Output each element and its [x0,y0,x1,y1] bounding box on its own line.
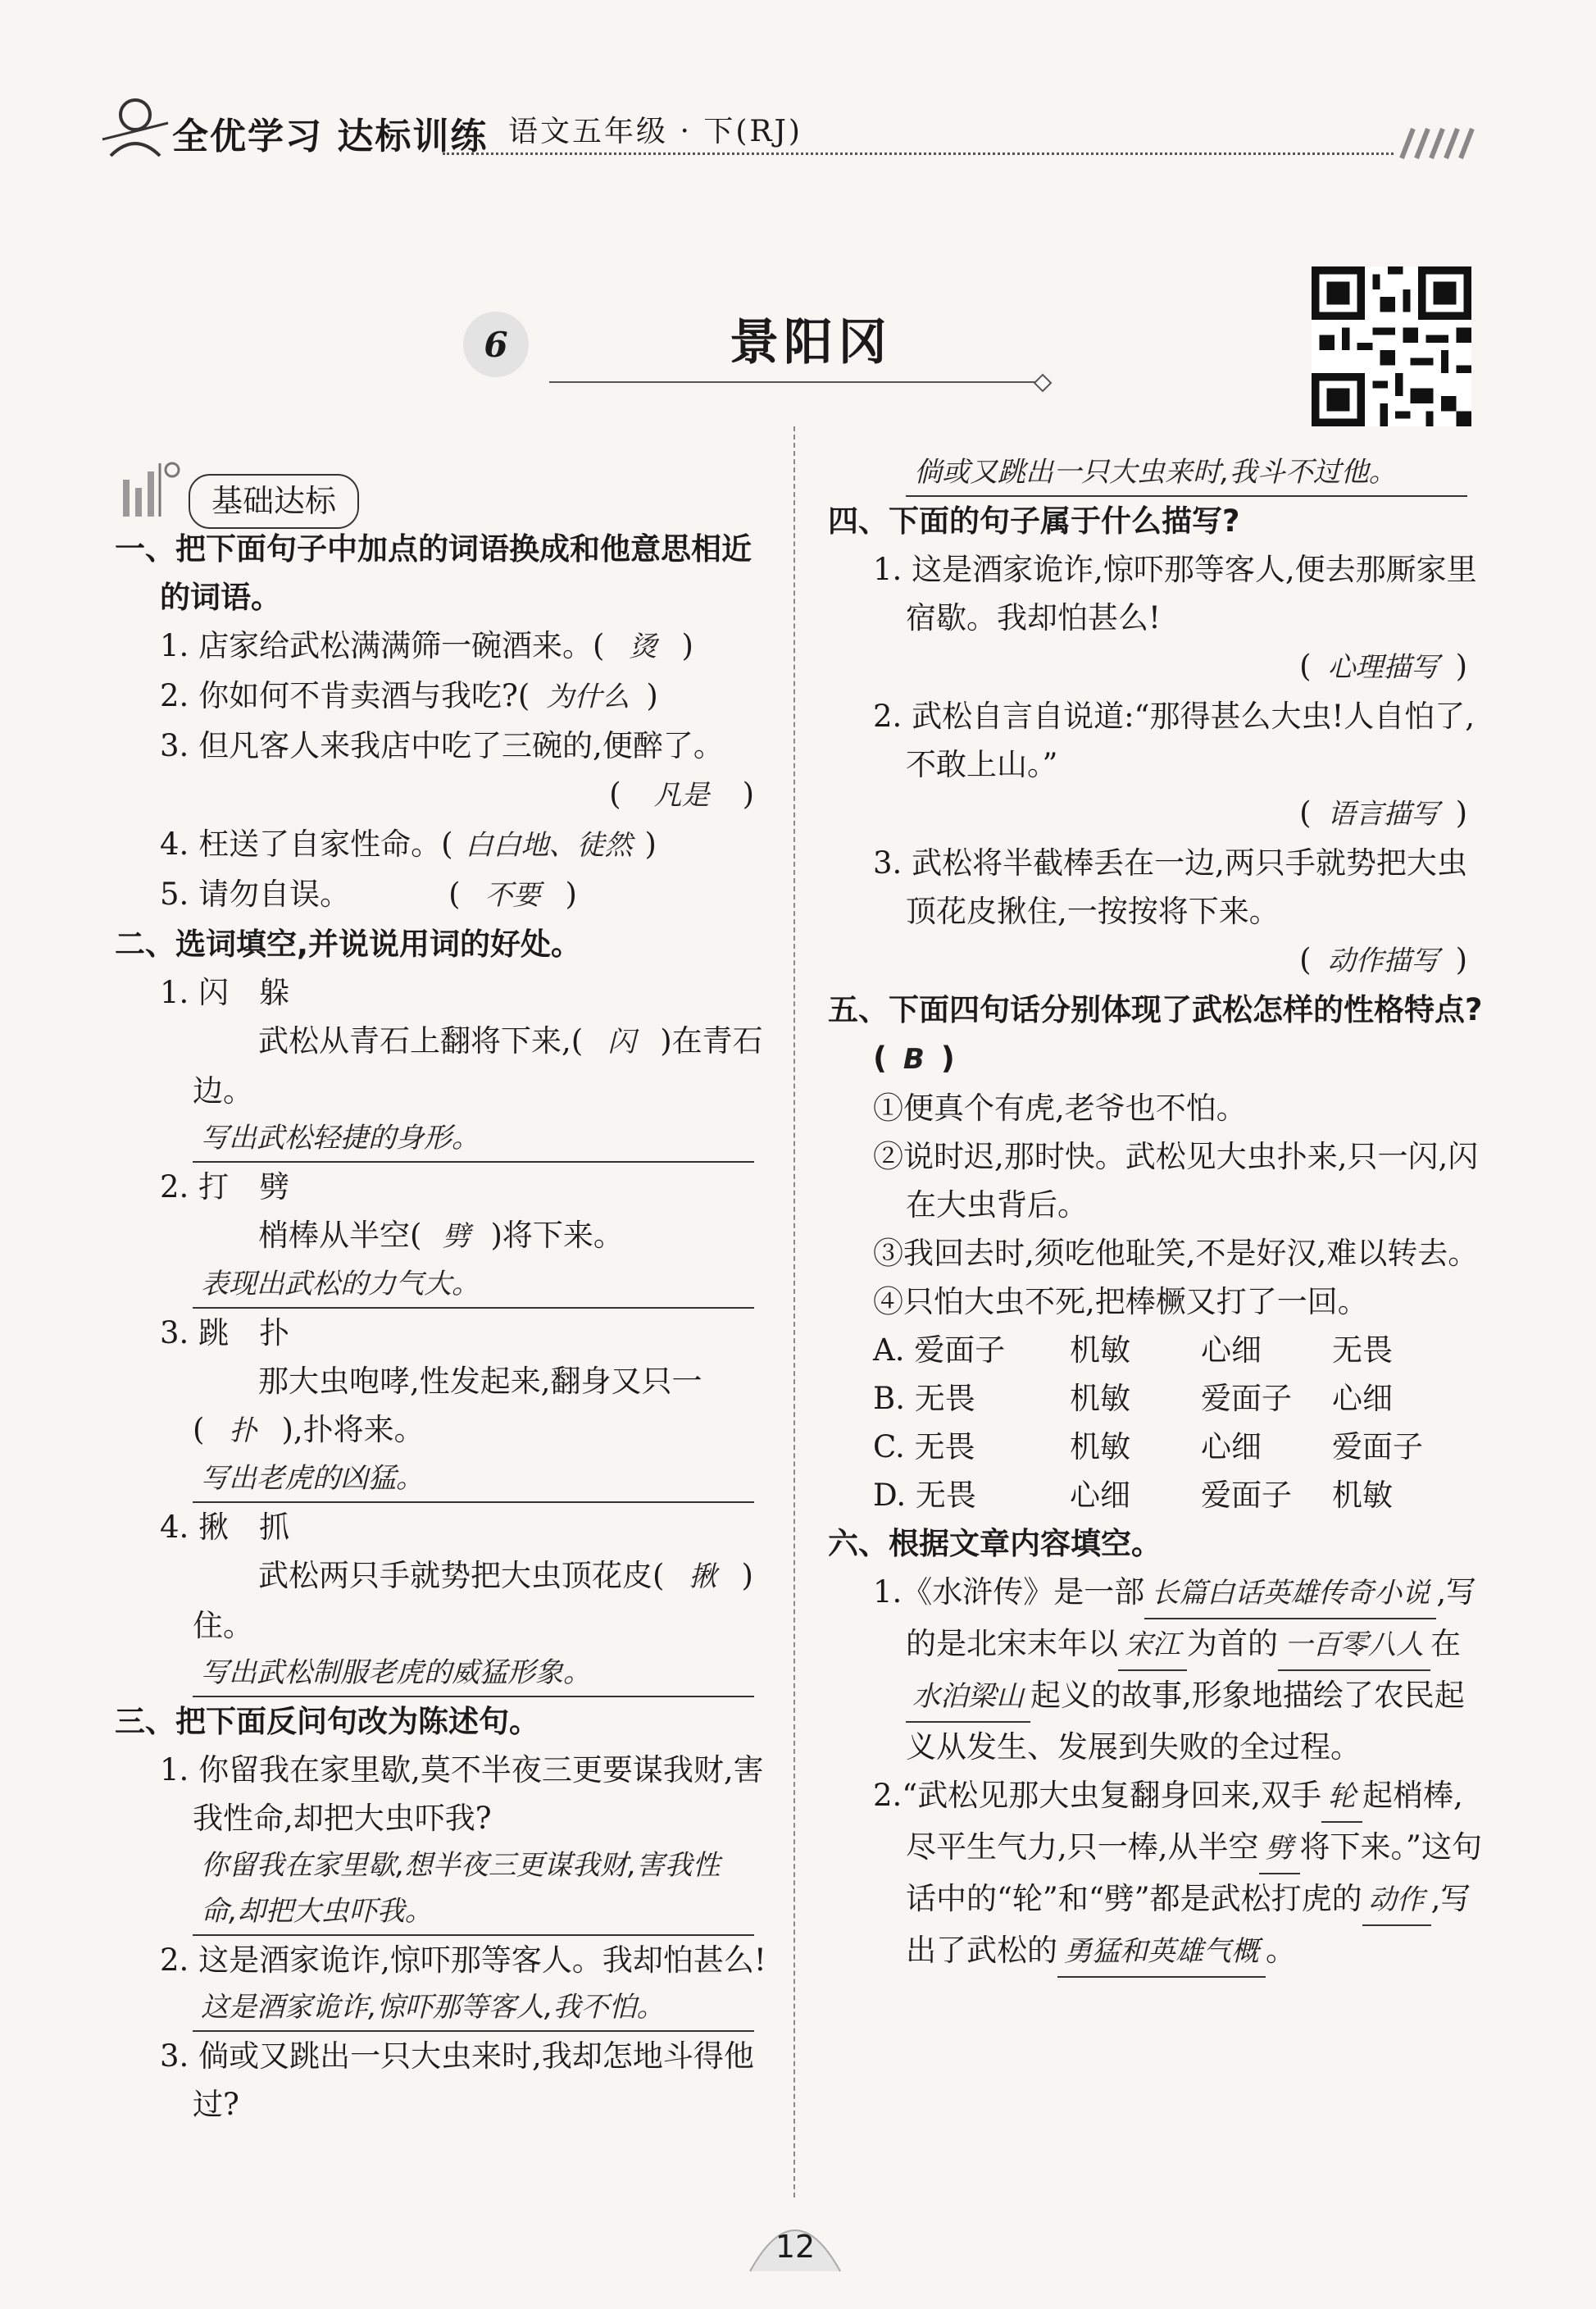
q1-answer: ( 凡是 ) [609,776,754,812]
q1-item: 5. 请勿自误。 ( 不要 ) [160,877,577,912]
q2-words: 4. 揪 抓 [160,1510,290,1545]
q5-sentence: ②说时迟,那时快。武松见大虫扑来,只一闪,闪在大虫背后。 [873,1139,1479,1223]
column-divider [793,426,795,2197]
q2-reason: 写出武松制服老虎的威猛形象。 [193,1650,754,1697]
q3-answer: 这是酒家诡诈,惊吓那等客人,我不怕。 [193,1984,754,2032]
left-column [115,474,771,2129]
q5-sentence: ④只怕大虫不死,把棒橛又打了一回。 [873,1284,1368,1319]
section-badge: 基础达标 [189,474,359,529]
diamond-icon [1033,373,1053,396]
q5-option-a: A. 爱面子 机敏 心细 无畏 [873,1332,1393,1368]
lesson-title: 景阳冈 [730,314,892,371]
header-divider [443,153,1394,155]
brand-logo-icon [98,90,172,167]
q2-sentence: 梢棒从半空( 劈 )将下来。 [258,1218,624,1253]
q2-reason: 写出老虎的凶猛。 [193,1455,754,1503]
header-stripes-icon [1394,127,1484,163]
q5-sentence: ③我回去时,须吃他耻笑,不是好汉,难以转去。 [873,1236,1479,1271]
q4-answer: ( 语言描写 ) [1299,795,1467,831]
page-number: 12 [775,2229,816,2265]
q2-words: 3. 跳 扑 [160,1315,290,1350]
q5-option-b: B. 无畏 机敏 爱面子 心细 [873,1381,1393,1416]
q5-option-c: C. 无畏 机敏 心细 爱面子 [873,1429,1423,1464]
qr-code-icon[interactable] [1312,266,1471,426]
q2-reason: 写出武松轻捷的身形。 [193,1115,754,1163]
header-book-title: 语文五年级 · 下(RJ) [508,115,803,148]
q2-sentence: 那大虫咆哮,性发起来,翻身又只一( 扑 ),扑将来。 [193,1364,703,1447]
q4-title: 四、下面的句子属于什么描写? [828,503,1240,539]
q3-title: 三、把下面反问句改为陈述句。 [115,1704,539,1739]
q2-words: 2. 打 劈 [160,1169,290,1205]
q2-sentence: 武松从青石上翻将下来,( 闪 )在青石边。 [193,1023,763,1109]
right-column [828,449,1484,1978]
q1-item: 4. 枉送了自家性命。( 白白地、徒然 ) [160,827,657,862]
q5-title: 五、下面四句话分别体现了武松怎样的性格特点?( B ) [828,992,1483,1076]
title-underline [549,381,1041,383]
q4-item: 3. 武松将半截棒丢在一边,两只手就势把大虫顶花皮揪住,一按按将下来。 [873,845,1467,929]
q1-title: 一、把下面句子中加点的词语换成和他意思相近的词语。 [115,531,752,615]
q6-title: 六、根据文章内容填空。 [828,1526,1162,1561]
q4-item: 2. 武松自言自说道:“那得甚么大虫!人自怕了,不敢上山。” [873,699,1476,782]
q5-sentence: ①便真个有虎,老爷也不怕。 [873,1091,1247,1126]
lesson-number: 6 [463,312,529,377]
q2-title: 二、选词填空,并说说用词的好处。 [115,927,582,962]
q3-answer: 你留我在家里歇,想半夜三更谋我财,害我性命,却把大虫吓我。 [193,1842,754,1936]
header-brand: 全优学习 达标训练 [172,116,489,157]
q6-item-1: 1.《水浒传》是一部 长篇白话英雄传奇小说 ,写的是北宋末年以 宋江 为首的 一百零八人 在水泊梁山 起义的故事,形象地描绘了农民起义从发生、发展到失败的全过程。 [828,1568,1484,1771]
q3-item: 1. 你留我在家里歇,莫不半夜三更要谋我财,害我性命,却把大虫吓我? [160,1752,764,1836]
q3-answer: 倘或又跳出一只大虫来时,我斗不过他。 [906,449,1467,497]
q1-item: 1. 店家给武松满满筛一碗酒来。( 烫 ) [160,628,693,663]
q1-item: 3. 但凡客人来我店中吃了三碗的,便醉了。 [160,728,724,763]
q2-reason: 表现出武松的力气大。 [193,1261,754,1309]
q2-sentence: 武松两只手就势把大虫顶花皮( 揪 )住。 [193,1558,753,1643]
q6-item-2: 2.“武松见那大虫复翻身回来,双手 轮 起梢棒,尽平生气力,只一棒,从半空 劈 将下来。”这句话中的“轮”和“劈”都是武松打虎的 动作 ,写出了武松的 勇猛和英雄气概 。 [828,1771,1484,1978]
q4-item: 1. 这是酒家诡诈,惊吓那等客人,便去那厮家里宿歇。我却怕甚么! [873,552,1477,635]
q2-words: 1. 闪 躲 [160,975,290,1010]
q5-option-d: D. 无畏 心细 爱面子 机敏 [873,1478,1393,1513]
q4-answer: ( 动作描写 ) [1299,942,1467,977]
q1-item: 2. 你如何不肯卖酒与我吃?( 为什么 ) [160,678,658,713]
q3-item: 2. 这是酒家诡诈,惊吓那等客人。我却怕甚么! [160,1942,766,1978]
q3-item: 3. 倘或又跳出一只大虫来时,我却怎地斗得他过? [160,2038,754,2122]
q4-answer: ( 心理描写 ) [1299,649,1467,684]
